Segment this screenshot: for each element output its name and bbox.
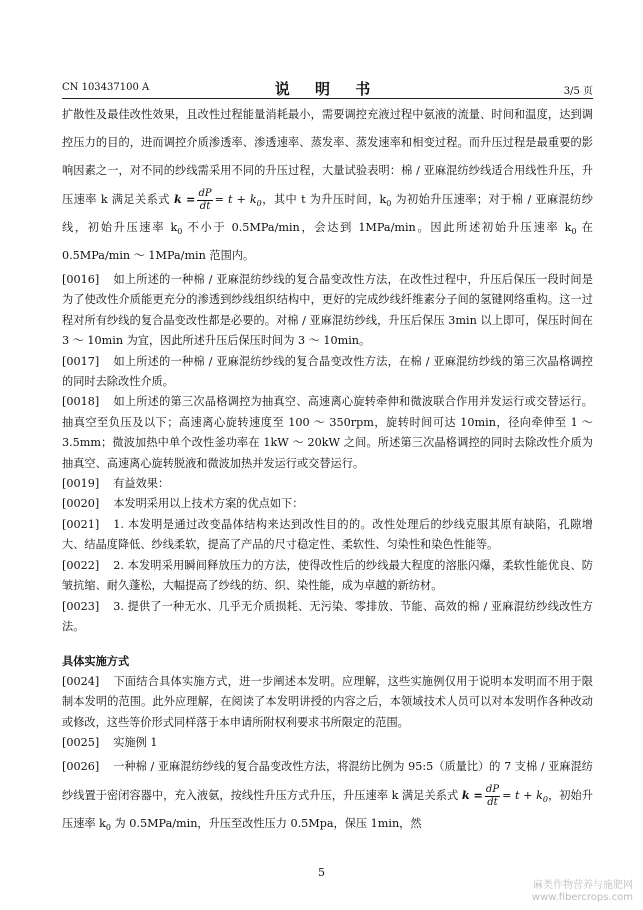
document-title: 说 明 书 (274, 80, 381, 98)
paragraph-continued: 扩散性及最佳改性效果，且改性过程能量消耗最小，需要调控充液过程中氨液的流量、时间和温度，达到调控压力的目的，进而调控介质渗透率、渗透速率、蒸发率、蒸发速率和相变过程。而升压过程是最重要的影响因素之一，对不同的纱线需采用不同的升压过程，大量试验表明：棉 / 亚麻混纺纱线适合用线性升压，升压速率 k 满足关系式 k = $\frac{dP}{dt}$ = $t + k_0$，其中 t 为升压时间，$k_0$ 为初始升压速率；对于棉 / 亚麻混纺纱线，初始升压速率 $k_0$ 不小于 0.5MPa/min，会达到 1MPa/min。因此所述初始升压速率 $k_0$ 在 0.5MPa/min ～ 1MPa/min 范围内。 (62, 108, 593, 262)
paragraph-0024: [0024] 下面结合具体实施方式，进一步阐述本发明。应理解，这些实施例仅用于说明本发明而不用于限制本发明的范围。此外应理解，在阅读了本发明讲授的内容之后，本领域技术人员可以对本发明作各种改动或修改，这些等价形式同样落于本申请所附权利要求书所限定的范围。 (62, 674, 593, 729)
paragraph-0025: [0025] 实施例 1 (62, 735, 158, 749)
paragraph-0016: [0016] 如上所述的一种棉 / 亚麻混纺纱线的复合晶变改性方法，在改性过程中，升压后保压一段时间是为了使改性介质能更充分的渗透到纱线组织结构中，更好的完成纱线纤维素分子间的氢键网络重构。这一过程对所有纱线的复合晶变改性都是必要的。对棉 / 亚麻混纺纱线，升压后保压 3min 以上即可，保压时间在 3 ～ 10min 为宜，因此所述升压后保压时间为 3 ～ 10min。 (62, 273, 593, 348)
page-reference: 3/5 页 (563, 86, 593, 97)
paragraph-0021: [0021] 1. 本发明是通过改变晶体结构来达到改性目的的。改性处理后的纱线克服其原有缺陷，孔隙增大、结晶度降低、纱线柔软，提高了产品的尺寸稳定性、柔软性、匀染性和染色性能等。 (62, 517, 593, 552)
formula-inline-2: k = $\frac{dP}{dt}$ = $t + k_0$ (461, 783, 549, 808)
header-rule (62, 98, 593, 99)
paragraph-0017: [0017] 如上所述的一种棉 / 亚麻混纺纱线的复合晶变改性方法，在棉 / 亚麻混纺纱线的第三次晶格调控的同时去除改性介质。 (62, 354, 593, 389)
page-header (62, 78, 593, 98)
paragraph-0026: [0026] 一种棉 / 亚麻混纺纱线的复合晶变改性方法，将混纺比例为 95:5（质量比）的 7 支棉 / 亚麻混纺纱线置于密闭容器中，充入液氨，按线性升压方式升压，升压速率 k 满足关系式 k = $\frac{dP}{dt}$ = $t + k_0$，初始升压速率 $k_0$ 为 0.5MPa/min，升压至改性压力 0.5Mpa，保压 1min，然 (62, 760, 593, 833)
paragraph-0022: [0022] 2. 本发明采用瞬间释放压力的方法，使得改性后的纱线最大程度的溶胀闪爆，柔软性能优良、防皱抗缩、耐久蓬松，大幅提高了纱线的纺、织、染性能，成为卓越的新纺材。 (62, 558, 593, 593)
paragraph-0020: [0020] 本发明采用以上技术方案的优点如下： (62, 497, 304, 511)
document-body (62, 101, 593, 838)
section-heading: 具体实施方式 (62, 654, 130, 669)
paragraph-0023: [0023] 3. 提供了一种无水、几乎无介质损耗、无污染、零排放、节能、高效的棉 / 亚麻混纺纱线改性方法。 (62, 599, 593, 633)
publication-number: CN 103437100 A (62, 82, 150, 93)
paragraph-0019: [0019] 有益效果： (62, 477, 170, 491)
paragraph-0018: [0018] 如上所述的第三次晶格调控为抽真空、高速离心旋转牵伸和微波联合作用并发运行或交替运行。抽真空至负压及以下；高速离心旋转速度至 100 ～ 350rpm，旋转时间可达 10min，径向牵伸至 1 ～ 3.5mm；微波加热中单个改性釜功率在 1kW ～ 20kW 之间。所述第三次晶格调控的同时去除改性介质为抽真空、高速离心旋转脱液和微波加热并发运行或交替运行。 (62, 395, 593, 470)
page-number: 5 (318, 866, 325, 879)
formula-inline: k = $\frac{dP}{dt}$ = $t + k_0$ (173, 187, 262, 212)
watermark: 麻类作物营养与施肥网 www.fibercrops.com (531, 880, 633, 903)
